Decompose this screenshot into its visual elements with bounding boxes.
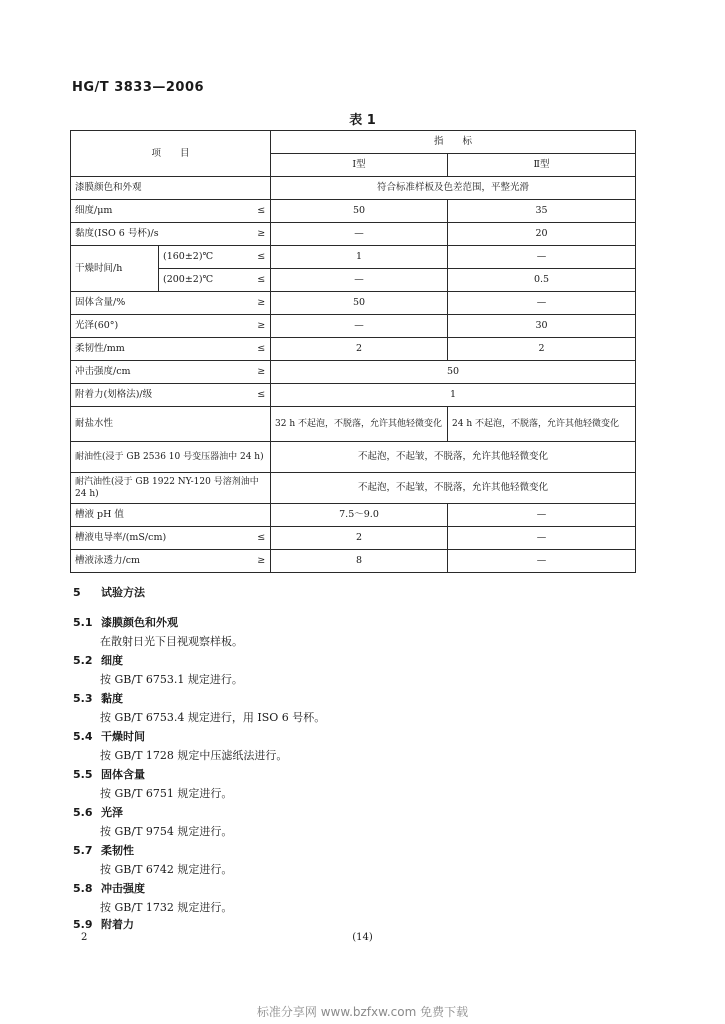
section-number: 5.4 [73,730,93,743]
row-type2: 0.5 [448,269,636,292]
section-body: 按 GB/T 1728 规定中压滤纸法进行。 [100,749,288,762]
row-item: 固体含量/% [71,292,253,315]
row-merged: 不起泡，不起皱，不脱落，允许其他轻微变化 [271,442,636,473]
row-type2: 20 [448,223,636,246]
section-body: 按 GB/T 6751 规定进行。 [100,787,233,800]
header-indicator: 指 标 [271,131,636,154]
subsection-heading [73,614,178,630]
row-merged: 不起泡，不起皱，不脱落，允许其他轻微变化 [271,473,636,504]
section-title: 试验方法 [101,586,145,599]
section-body: 按 GB/T 6742 规定进行。 [100,863,233,876]
row-type1: 8 [271,550,448,573]
table-row [71,315,636,338]
table-header-row [71,131,636,154]
spec-table [70,130,636,573]
table-row [71,292,636,315]
section-number: 5.8 [73,882,93,895]
table-row [71,246,636,269]
row-type2: — [448,246,636,269]
row-type1: 2 [271,338,448,361]
row-merged: 1 [271,384,636,407]
row-type1: 50 [271,292,448,315]
row-symbol: ≥ [253,550,271,573]
section-body: 在散射日光下目视观察样板。 [100,635,243,648]
row-item: 黏度(ISO 6 号杯)/s [71,223,253,246]
row-type2: 30 [448,315,636,338]
header-item: 项 目 [71,131,271,177]
row-merged: 符合标准样板及色差范围，平整光滑 [271,177,636,200]
row-subitem: (200±2)℃ [159,269,253,292]
row-symbol: ≥ [253,223,271,246]
subsection-heading [73,916,134,932]
subsection-heading [73,652,123,668]
row-item: 槽液电导率/(mS/cm) [71,527,253,550]
section-number: 5.5 [73,768,93,781]
section-number: 5.7 [73,844,93,857]
table-row [71,550,636,573]
table-row [71,473,636,504]
section-number: 5.9 [73,918,93,931]
table-row [71,384,636,407]
row-type1: 2 [271,527,448,550]
row-item: 耐盐水性 [71,407,271,442]
header-type2: Ⅱ型 [448,154,636,177]
table-row [71,442,636,473]
table-row [71,527,636,550]
section-number: 5.3 [73,692,93,705]
watermark-text: 标准分享网 www.bzfxw.com 免费下载 [256,1005,469,1019]
section-number: 5.2 [73,654,93,667]
section-number: 5 [73,586,81,599]
row-type1: 1 [271,246,448,269]
row-symbol: ≤ [253,338,271,361]
row-item: 耐汽油性(浸于 GB 1922 NY-120 号溶剂油中 24 h) [71,473,271,504]
section-body: 按 GB/T 6753.1 规定进行。 [100,673,243,686]
row-type1: — [271,223,448,246]
row-item: 漆膜颜色和外观 [71,177,271,200]
section-body: 按 GB/T 9754 规定进行。 [100,825,233,838]
row-item: 细度/μm [71,200,253,223]
subsection-heading [73,880,145,896]
row-symbol: ≤ [253,384,271,407]
subsection-heading [73,766,145,782]
row-symbol: ≥ [253,361,271,384]
row-symbol: ≥ [253,292,271,315]
section-title: 黏度 [101,692,123,705]
section-title: 冲击强度 [101,882,145,895]
row-symbol: ≤ [253,269,271,292]
row-type1: — [271,315,448,338]
row-item: 槽液泳透力/cm [71,550,253,573]
subsection-heading [73,804,123,820]
section-title: 固体含量 [101,768,145,781]
row-symbol: ≤ [253,200,271,223]
row-item: 耐油性(浸于 GB 2536 10 号变压器油中 24 h) [71,442,271,473]
table-caption: 表 1 [349,113,376,128]
row-item: 冲击强度/cm [71,361,253,384]
section-body: 按 GB/T 6753.4 规定进行，用 ISO 6 号杯。 [100,711,326,724]
row-subitem: (160±2)℃ [159,246,253,269]
section-body: 按 GB/T 1732 规定进行。 [100,901,233,914]
header-type1: Ⅰ型 [271,154,448,177]
table-row [71,361,636,384]
row-symbol: ≤ [253,527,271,550]
row-type2: — [448,550,636,573]
row-type1: 50 [271,200,448,223]
row-item: 槽液 pH 值 [71,504,271,527]
row-type1: 32 h 不起泡，不脱落，允许其他轻微变化 [271,407,448,442]
row-type2: — [448,504,636,527]
section-number: 5.1 [73,616,93,629]
section-title: 柔韧性 [101,844,134,857]
subsection-heading [73,842,134,858]
table-row [71,504,636,527]
row-type2: — [448,292,636,315]
table-row [71,407,636,442]
section-title: 漆膜颜色和外观 [101,616,178,629]
section-number: 5.6 [73,806,93,819]
standard-code: HG/T 3833—2006 [72,80,205,95]
row-type2: — [448,527,636,550]
row-item: 柔韧性/mm [71,338,253,361]
section-title: 光泽 [101,806,123,819]
row-merged: 50 [271,361,636,384]
section-title: 干燥时间 [101,730,145,743]
row-type2: 2 [448,338,636,361]
row-type1: 7.5～9.0 [271,504,448,527]
row-item: 光泽(60°) [71,315,253,338]
row-item: 附着力(划格法)/级 [71,384,253,407]
row-symbol: ≤ [253,246,271,269]
table-row [71,223,636,246]
section-heading [73,584,145,600]
row-symbol: ≥ [253,315,271,338]
section-title: 附着力 [101,918,134,931]
table-row [71,200,636,223]
page-number: 2 [81,932,88,943]
row-type1: — [271,269,448,292]
row-item: 干燥时间/h [71,246,159,292]
section-title: 细度 [101,654,123,667]
page-reference: (14) [352,932,373,943]
table-row [71,177,636,200]
table-row [71,338,636,361]
row-type2: 35 [448,200,636,223]
row-type2: 24 h 不起泡，不脱落，允许其他轻微变化 [448,407,636,442]
subsection-heading [73,728,145,744]
subsection-heading [73,690,123,706]
